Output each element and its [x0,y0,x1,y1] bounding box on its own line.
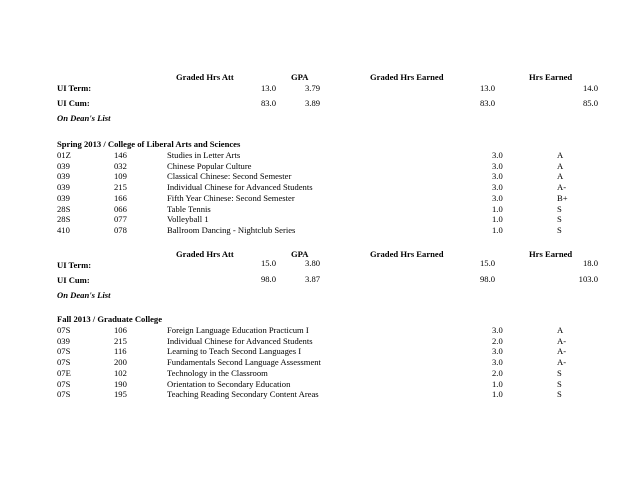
course-number: 215 [114,335,127,346]
course-dept: 28S [57,214,71,225]
course-hours: 1.0 [492,378,503,389]
course-dept: 01Z [57,150,71,160]
header-graded-hrs-att: Graded Hrs Att [176,72,234,82]
course-grade: S [557,389,562,400]
course-title: Ballroom Dancing - Nightclub Series [167,224,296,235]
ui-term-label: UI Term: [57,83,92,93]
course-grade: A [557,150,564,160]
course-hours: 3.0 [492,346,503,357]
ui-term-gpa: 3.80 [305,258,321,268]
deans-list-note: On Dean's List [57,290,111,300]
course-dept: 039 [57,160,70,171]
course-hours: 1.0 [492,214,503,225]
header-graded-hrs-earned: Graded Hrs Earned [370,249,444,259]
course-grade: A- [557,357,567,368]
course-hours: 3.0 [492,325,503,335]
course-dept: 039 [57,182,70,193]
course-grade: A- [557,346,567,357]
header-graded-hrs-att: Graded Hrs Att [176,249,234,259]
course-hours: 1.0 [492,224,503,235]
ui-cum-label: UI Cum: [57,275,90,285]
header-gpa: GPA [291,72,309,82]
course-title: Classical Chinese: Second Semester [167,171,292,182]
course-grade: B+ [557,192,568,203]
ui-cum-label: UI Cum: [57,98,90,108]
header-gpa: GPA [291,249,309,259]
header-graded-hrs-earned: Graded Hrs Earned [370,72,444,82]
ui-term-graded-hrs-earned: 15.0 [480,258,496,268]
course-hours: 3.0 [492,171,503,182]
course-title: Fifth Year Chinese: Second Semester [167,192,295,203]
ui-cum-gpa: 3.87 [305,274,321,284]
course-grade: A [557,160,564,171]
course-grade: S [557,378,562,389]
ui-term-label: UI Term: [57,260,92,270]
course-title: Table Tennis [167,203,211,214]
course-grade: S [557,367,562,378]
ui-term-graded-hrs-att: 15.0 [260,258,276,268]
course-number: 109 [114,171,127,182]
ui-cum-graded-hrs-att: 83.0 [260,98,276,108]
course-hours: 1.0 [492,203,503,214]
semester-title: Fall 2013 / Graduate College [57,314,163,324]
course-hours: 3.0 [492,182,503,193]
course-title: Individual Chinese for Advanced Students [167,182,313,193]
course-dept: 07S [57,389,71,400]
course-title: Fundamentals Second Language Assessment [167,357,321,368]
course-hours: 3.0 [492,192,503,203]
ui-cum-graded-hrs-earned: 98.0 [480,274,496,284]
course-dept: 28S [57,203,71,214]
course-title: Learning to Teach Second Languages I [167,346,302,357]
course-number: 195 [114,389,127,400]
course-dept: 039 [57,192,70,203]
course-dept: 07S [57,357,71,368]
course-grade: A [557,325,564,335]
ui-term-gpa: 3.79 [305,83,321,93]
course-dept: 07S [57,378,71,389]
course-number: 102 [114,367,127,378]
course-number: 077 [114,214,127,225]
course-title: Chinese Popular Culture [167,160,252,171]
course-grade: S [557,214,562,225]
course-number: 116 [114,346,127,357]
course-title: Technology in the Classroom [167,367,268,378]
header-hrs-earned: Hrs Earned [529,249,573,259]
course-hours: 3.0 [492,160,503,171]
ui-cum-graded-hrs-att: 98.0 [260,274,276,284]
course-hours: 2.0 [492,367,503,378]
course-title: Studies in Letter Arts [167,150,241,160]
course-number: 066 [114,203,127,214]
course-title: Volleyball 1 [167,214,209,225]
course-number: 190 [114,378,127,389]
course-dept: 07S [57,346,71,357]
course-dept: 07E [57,367,71,378]
course-title: Individual Chinese for Advanced Students [167,335,313,346]
course-grade: A- [557,335,567,346]
course-number: 078 [114,224,127,235]
course-title: Orientation to Secondary Education [167,378,291,389]
ui-term-hrs-earned: 18.0 [582,258,598,268]
course-number: 166 [114,192,127,203]
course-number: 200 [114,357,127,368]
course-dept: 410 [57,224,70,235]
ui-cum-hrs-earned: 85.0 [582,98,598,108]
course-grade: S [557,224,562,235]
deans-list-note: On Dean's List [57,113,111,123]
course-number: 146 [114,150,127,160]
semester-title: Spring 2013 / College of Liberal Arts and Sciences [57,139,241,149]
course-grade: S [557,203,562,214]
course-hours: 3.0 [492,150,503,160]
ui-term-graded-hrs-att: 13.0 [260,83,276,93]
ui-term-graded-hrs-earned: 13.0 [480,83,496,93]
course-title: Foreign Language Education Practicum I [167,325,309,335]
course-title: Teaching Reading Secondary Content Areas [167,389,319,400]
course-hours: 2.0 [492,335,503,346]
course-number: 106 [114,325,127,335]
course-number: 215 [114,182,127,193]
course-grade: A- [557,182,567,193]
course-dept: 039 [57,171,70,182]
course-number: 032 [114,160,127,171]
course-hours: 1.0 [492,389,503,400]
ui-cum-graded-hrs-earned: 83.0 [480,98,496,108]
header-hrs-earned: Hrs Earned [529,72,573,82]
course-hours: 3.0 [492,357,503,368]
ui-cum-gpa: 3.89 [305,98,321,108]
ui-term-hrs-earned: 14.0 [582,83,598,93]
ui-cum-hrs-earned: 103.0 [578,274,598,284]
course-dept: 039 [57,335,70,346]
course-dept: 07S [57,325,71,335]
course-grade: A [557,171,564,182]
